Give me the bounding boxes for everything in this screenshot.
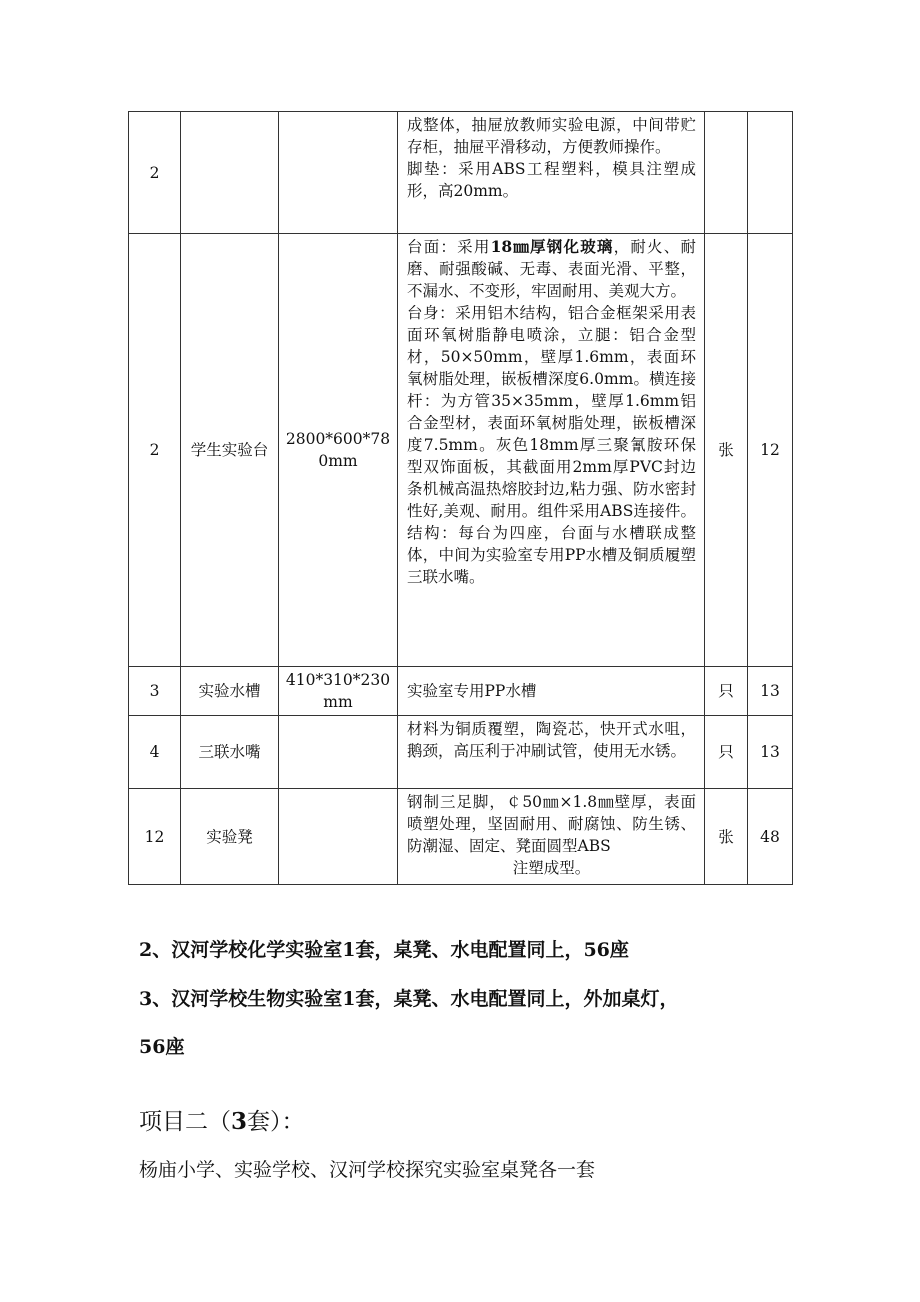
title-suffix: 套）： — [247, 1109, 305, 1135]
table-row — [129, 789, 793, 885]
item-unit: 只 — [705, 667, 748, 716]
project-two-description: 杨庙小学、实验学校、汉河学校探究实验室桌凳各一套 — [139, 1159, 596, 1181]
note-chemistry-lab: 2、汉河学校化学实验室1套，桌凳、水电配置同上，56座 — [139, 939, 629, 961]
item-name: 实验凳 — [181, 789, 279, 885]
note-biology-lab-seats: 56座 — [139, 1036, 185, 1058]
equipment-spec-table — [128, 111, 793, 885]
item-description — [398, 789, 705, 885]
item-spec: 2800*600*780mm — [279, 234, 398, 667]
description-main: 钢制三足脚，￠50㎜×1.8㎜壁厚，表面喷塑处理，坚固耐用、耐腐蚀、防生锈、防潮湿、固定、凳面圆型ABS — [407, 793, 696, 855]
item-unit: 张 — [705, 789, 748, 885]
description-line: 成整体，抽屉放教师实验电源，中间带贮存柜，抽屉平滑移动，方便教师操作。 — [407, 116, 696, 156]
item-unit: 只 — [705, 716, 748, 789]
item-description — [398, 234, 705, 667]
item-name: 三联水嘴 — [181, 716, 279, 789]
item-spec — [279, 789, 398, 885]
item-name: 学生实验台 — [181, 234, 279, 667]
description-rest: ，耐火、耐磨、耐强酸碱、无毒、表面光滑、平整，不漏水、不变形，牢固耐用、美观大方。 — [407, 238, 696, 300]
row-number: 3 — [129, 667, 181, 716]
item-spec — [279, 716, 398, 789]
item-unit: 张 — [705, 234, 748, 667]
description-intro: 台面：采用 — [407, 238, 491, 256]
row-number: 12 — [129, 789, 181, 885]
description-line: 脚垫：采用ABS工程塑料，模具注塑成形，高20mm。 — [407, 160, 696, 200]
title-prefix: 项目二（ — [139, 1109, 231, 1135]
row-number: 2 — [129, 234, 181, 667]
item-spec — [279, 112, 398, 234]
project-two-title — [139, 1106, 305, 1138]
item-quantity: 12 — [748, 234, 793, 667]
item-quantity: 48 — [748, 789, 793, 885]
item-name: 实验水槽 — [181, 667, 279, 716]
table-row — [129, 716, 793, 789]
table-row — [129, 112, 793, 234]
row-number: 2 — [129, 112, 181, 234]
row-number: 4 — [129, 716, 181, 789]
item-description: 材料为铜质覆塑，陶瓷芯，快开式水咀，鹅颈，高压利于冲刷试管，使用无水锈。 — [398, 716, 705, 789]
note-biology-lab: 3、汉河学校生物实验室1套，桌凳、水电配置同上，外加桌灯， — [139, 988, 679, 1010]
description-tail: 注塑成型。 — [512, 859, 591, 877]
item-description: 实验室专用PP水槽 — [398, 667, 705, 716]
title-count: 3 — [231, 1108, 248, 1135]
item-quantity: 13 — [748, 716, 793, 789]
table-row — [129, 667, 793, 716]
description-highlight: 18㎜厚钢化玻璃 — [490, 237, 614, 256]
description-paragraph — [407, 236, 696, 302]
item-quantity: 13 — [748, 667, 793, 716]
item-name — [181, 112, 279, 234]
table-row — [129, 234, 793, 667]
item-spec: 410*310*230mm — [279, 667, 398, 716]
item-description — [398, 112, 705, 234]
description-paragraph: 台身：采用铝木结构，铝合金框架采用表面环氧树脂静电喷涂，立腿：铝合金型材，50×50mm，壁厚1.6mm，表面环氧树脂处理，嵌板槽深度6.0mm。横连接杆：为方管35×35mm，壁厚1.6mm铝合金型材，表面环氧树脂处理，嵌板槽深度7.5mm。灰色18mm厚三聚氰胺环保型双饰面板，其截面用2mm厚PVC封边条机械高温热熔胶封边,粘力强、防水密封性好,美观、耐用。组件采用ABS连接件。结构：每台为四座，台面与水槽联成整体，中间为实验室专用PP水槽及铜质履塑三联水嘴。 — [407, 304, 696, 586]
item-quantity — [748, 112, 793, 234]
item-unit — [705, 112, 748, 234]
